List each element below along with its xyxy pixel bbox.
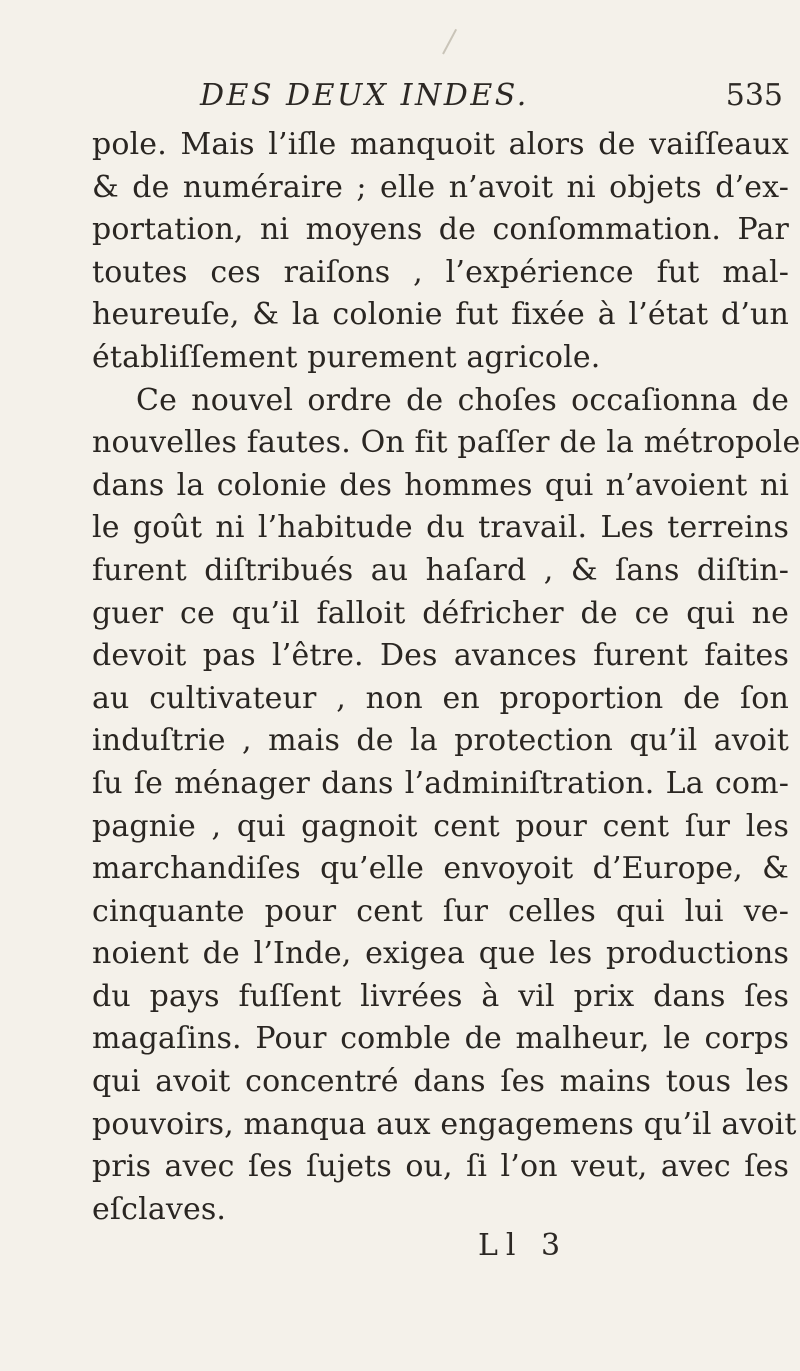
body-text <box>92 124 800 1231</box>
text-line: noient de l’Inde, exigea que les productions <box>92 936 789 972</box>
text-line: magaſins. Pour comble de malheur, le corps <box>92 1021 789 1057</box>
text-line: induſtrie , mais de la protection qu’il avoit <box>92 723 789 759</box>
text-line: portation, ni moyens de conſommation. Par <box>92 212 789 248</box>
page-header <box>200 78 785 122</box>
text-line: pagnie , qui gagnoit cent pour cent ſur les <box>92 808 789 844</box>
text-line: pole. Mais l’iſle manquoit alors de vaiſſeaux <box>92 127 789 162</box>
text-line: pouvoirs, manqua aux engagemens qu’il avoit <box>92 1106 797 1142</box>
text-line: pris avec ſes ſujets ou, ſi l’on veut, avec ſes <box>92 1149 789 1185</box>
page-number: 535 <box>725 78 783 113</box>
text-line: toutes ces raiſons , l’expérience fut mal- <box>92 254 789 290</box>
text-line: dans la colonie des hommes qui n’avoient ni <box>92 467 789 503</box>
text-line: qui avoit concentré dans ſes mains tous les <box>92 1064 789 1100</box>
text-line: heureuſe, & la colonie fut fixée à l’état d’un <box>92 297 789 333</box>
signature-mark: Ll 3 <box>478 1228 569 1263</box>
text-line: au cultivateur , non en proportion de ſon <box>92 680 789 716</box>
text-line: cinquante pour cent ſur celles qui lui ve- <box>92 893 789 929</box>
text-line: devoit pas l’être. Des avances furent faites <box>92 638 789 674</box>
text-line: marchandiſes qu’elle envoyoit d’Europe, & <box>92 851 789 887</box>
paragraph-end-line: eſclaves. <box>92 1191 227 1227</box>
text-line: & de numéraire ; elle n’avoit ni objets d’ex- <box>92 169 789 205</box>
text-line: ſu ſe ménager dans l’adminiſtration. La com- <box>92 765 789 801</box>
text-line: le goût ni l’habitude du travail. Les terreins <box>92 510 789 546</box>
text-line: furent diſtribués au haſard , & ſans diſtin- <box>92 552 789 588</box>
text-line: du pays fuſſent livrées à vil prix dans ſes <box>92 978 789 1014</box>
text-line: guer ce qu’il falloit défricher de ce qui ne <box>92 595 789 631</box>
paragraph-start-line: Ce nouvel ordre de choſes occaſionna de <box>136 382 789 418</box>
ink-mark <box>442 29 466 59</box>
running-head: DES DEUX INDES. <box>200 78 529 113</box>
text-line: nouvelles fautes. On fit paſſer de la métropole <box>92 425 800 461</box>
paragraph-end-line: établiſſement purement agricole. <box>92 339 601 375</box>
